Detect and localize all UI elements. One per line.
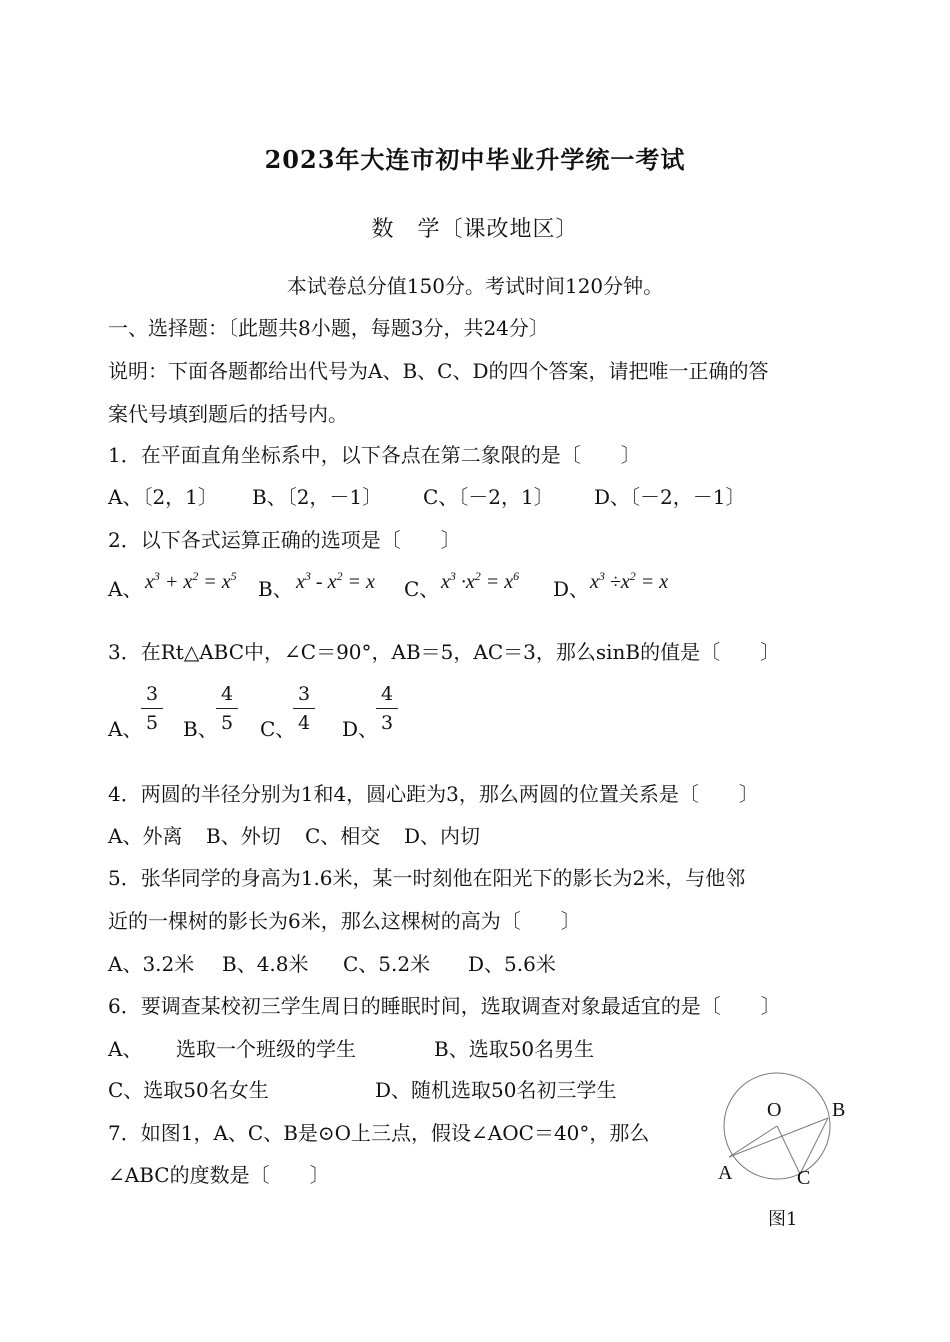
q6-option-a: 选取一个班级的学生 (176, 1037, 356, 1061)
q3-fraction-d-den: 3 (380, 712, 394, 734)
q2-stem: 2．以下各式运算正确的选项是〔 〕 (108, 528, 461, 552)
q3-fraction-a-num: 3 (145, 683, 159, 705)
section-note-line1: 说明：下面各题都给出代号为A、B、C、D的四个答案，请把唯一正确的答 (108, 359, 769, 383)
q4-option-b: B、外切 (206, 824, 281, 848)
q4-option-c: C、相交 (305, 824, 381, 848)
q7-stem-line2: ∠ABC的度数是〔 〕 (108, 1163, 330, 1187)
q3-fraction-d-num: 4 (380, 683, 394, 705)
q3-label-c: C、 (260, 717, 296, 741)
exam-info: 本试卷总分值150分。考试时间120分钟。 (286, 274, 664, 298)
q1-stem: 1．在平面直角坐标系中，以下各点在第二象限的是〔 〕 (108, 443, 641, 467)
q3-label-b: B、 (183, 717, 218, 741)
q2-expr-b: $x^3 - x^2 = x$ (296, 569, 375, 593)
figure1-segment-bc (800, 1118, 828, 1174)
q6-option-c: C、选取50名女生 (108, 1078, 269, 1102)
q5-stem-line2: 近的一棵树的影长为6米，那么这棵树的高为〔 〕 (108, 909, 581, 933)
q3-fraction-a-den: 5 (145, 712, 159, 734)
q2-label-c: C、 (404, 577, 440, 601)
q5-option-b: B、4.8米 (222, 952, 309, 976)
q1-option-d: D、〔－2，－1〕 (594, 485, 746, 509)
q1-option-b: B、〔2，－1〕 (252, 485, 383, 509)
exam-title: 2023年大连市初中毕业升学统一考试 (264, 145, 686, 174)
q4-stem: 4．两圆的半径分别为1和4，圆心距为3，那么两圆的位置关系是〔 〕 (108, 782, 759, 806)
q3-fraction-a (141, 683, 163, 734)
q2-label-a: A、 (108, 577, 143, 601)
q5-option-a: A、3.2米 (108, 952, 195, 976)
exam-subject: 数 学〔课改地区〕 (371, 217, 579, 242)
figure1-segment-ab (729, 1118, 828, 1157)
q7-stem-line1: 7．如图1，A、C、B是⊙O上三点，假设∠AOC＝40°，那么 (108, 1121, 650, 1145)
q3-fraction-b (216, 683, 238, 734)
figure1-caption: 图1 (768, 1209, 798, 1230)
q3-stem: 3．在Rt△ABC中，∠C＝90°，AB＝5，AC＝3，那么sinB的值是〔 〕 (108, 640, 781, 664)
q3-fraction-c-den: 4 (297, 712, 311, 734)
q4-option-d: D、内切 (404, 824, 481, 848)
figure1-label-o: O (767, 1099, 782, 1121)
figure1-label-c: C (797, 1167, 811, 1189)
q6-stem: 6．要调查某校初三学生周日的睡眠时间，选取调查对象最适宜的是〔 〕 (108, 994, 781, 1018)
q2-label-b: B、 (258, 577, 293, 601)
q3-label-d: D、 (342, 717, 379, 741)
q3-fraction-b-num: 4 (220, 683, 234, 705)
figure1-segment-oa (729, 1126, 777, 1157)
q1-option-c: C、〔－2，1〕 (423, 485, 554, 509)
q6-option-b: B、选取50名男生 (434, 1037, 595, 1061)
q2-label-d: D、 (553, 577, 590, 601)
section-note-line2: 案代号填到题后的括号内。 (108, 402, 348, 426)
figure1-label-b: B (832, 1099, 846, 1121)
figure1-label-a: A (718, 1162, 733, 1184)
q5-option-c: C、5.2米 (343, 952, 431, 976)
section-heading: 一、选择题：〔此题共8小题，每题3分，共24分〕 (108, 316, 549, 340)
q1-option-a: A、〔2，1〕 (108, 485, 218, 509)
q5-option-d: D、5.6米 (468, 952, 556, 976)
q2-expr-a: $x^3 + x^2 = x^5$ (145, 569, 237, 593)
q3-fraction-c-num: 3 (297, 683, 311, 705)
q6-option-d: D、随机选取50名初三学生 (375, 1078, 617, 1102)
q2-expr-c: $x^3 \cdot x^2 = x^6$ (441, 569, 520, 593)
q3-label-a: A、 (108, 717, 143, 741)
q4-option-a: A、外离 (108, 824, 183, 848)
q6-option-a-label: A、 (108, 1037, 143, 1061)
q5-stem-line1: 5．张华同学的身高为1.6米，某一时刻他在阳光下的影长为2米，与他邻 (108, 866, 746, 890)
q3-fraction-d (376, 683, 398, 734)
q2-expr-d: $x^3 \div x^2 = x$ (590, 569, 669, 593)
q3-fraction-c (293, 683, 315, 734)
q3-fraction-b-den: 5 (220, 712, 234, 734)
